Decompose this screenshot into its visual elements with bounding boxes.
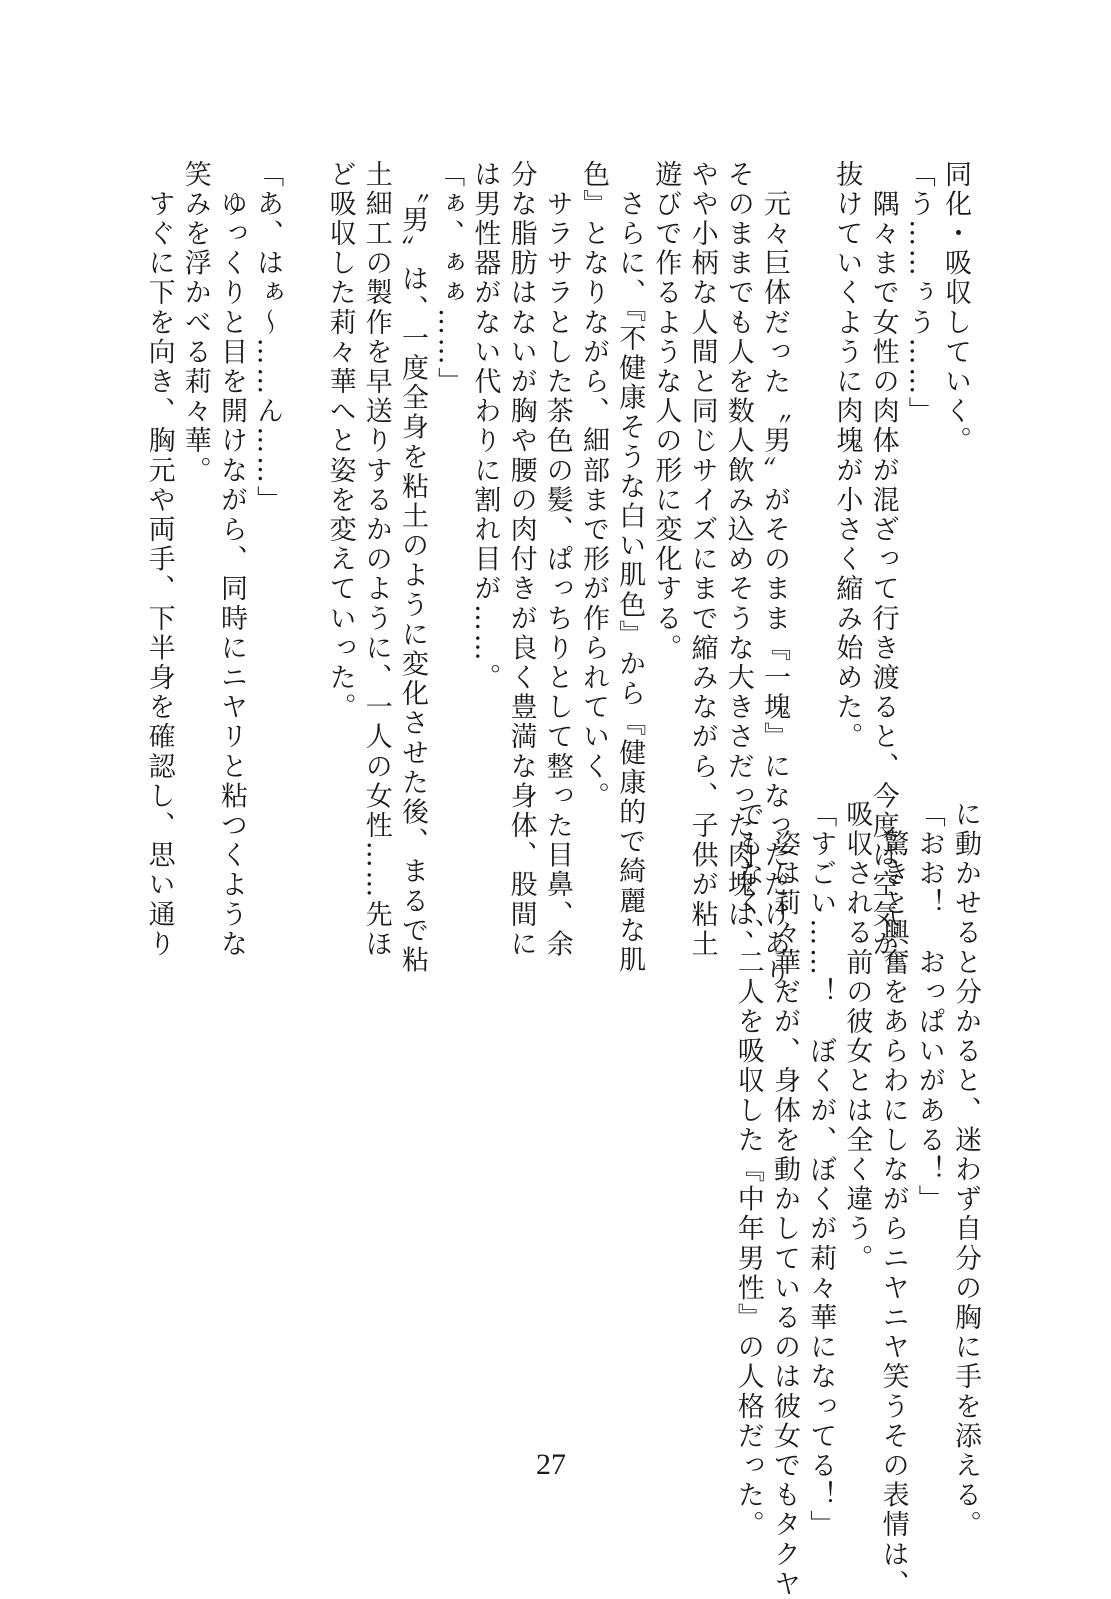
text-line: 「あ、はぁ～……ん……」 [252, 160, 284, 516]
text-line: 笑みを浮かべる莉々華。 [179, 160, 211, 486]
text-line: やや小柄な人間と同じサイズにまで縮みながら、子供が粘土 [686, 160, 718, 960]
text-line: 色』となりながら、細部まで形が作られていく。 [577, 160, 609, 812]
text-line: 元々巨体だった〝男〟がそのまま『一塊』になっただけあり、 [759, 160, 790, 1019]
text-line: 抜けていくように肉塊が小さく縮み始めた。 [831, 160, 863, 752]
text-line: そのままでも人を数人飲み込めそうな大きさだった肉塊は、 [722, 160, 754, 960]
text-line: 〝男〟は、一度全身を粘土のように変化させた後、まるで粘 [396, 160, 428, 976]
text-line: 「ぁ、ぁぁ……」 [433, 160, 465, 397]
text-line: さらに、『不健康そうな白い肌色』から『健康的で綺麗な肌 [614, 160, 646, 976]
main-text-block-bottom [730, 800, 983, 1599]
text-line: すぐに下を向き、胸元や両手、下半身を確認し、思い通り [143, 160, 175, 960]
text-line: サラサラとした茶色の髪、ぱっちりとして整った目鼻、余 [541, 160, 573, 960]
text-line: ゆっくりと目を開けながら、同時にニヤリと粘つくような [215, 160, 247, 960]
text-line [285, 160, 321, 770]
text-line: 姿は莉々華だが、身体を動かしているのは彼女でもタクヤ [768, 800, 800, 1599]
text-line: に動かせると分かると、迷わず自分の胸に手を添える。 [950, 800, 981, 1540]
text-line: 吸収される前の彼女とは全く違う。 [841, 800, 873, 1274]
text-line: 遊びで作るような人の形に変化する。 [650, 160, 682, 664]
text-line: 「う……ぅう……」 [903, 160, 935, 427]
text-line: は男性器がない代わりに割れ目が……。 [469, 160, 501, 693]
text-line [792, 160, 828, 770]
text-line: 「おお！ おっぱいがある！」 [913, 800, 945, 1215]
text-line: 分な脂肪はないが胸や腰の肉付きが良く豊満な身体、股間に [505, 160, 537, 960]
text-line: 隅々まで女性の肉体が混ざって行き渡ると、今度は空気が [867, 160, 899, 960]
text-line: 同化・吸収していく。 [940, 160, 971, 456]
text-line: 驚きと興奮をあらわにしながらニヤニヤ笑うその表情は、 [877, 800, 909, 1599]
text-line: ど吸収した莉々華へと姿を変えていった。 [324, 160, 356, 723]
text-line: 土細工の製作を早送りするかのように、一人の女性……先ほ [360, 160, 392, 960]
text-line: 「すごい……！ ぼくが、ぼくが莉々華になってる！」 [805, 800, 837, 1540]
text-line: でもなく、二人を吸収した『中年男性』の人格だった。 [732, 800, 764, 1540]
page-number: 27 [536, 1448, 566, 1481]
